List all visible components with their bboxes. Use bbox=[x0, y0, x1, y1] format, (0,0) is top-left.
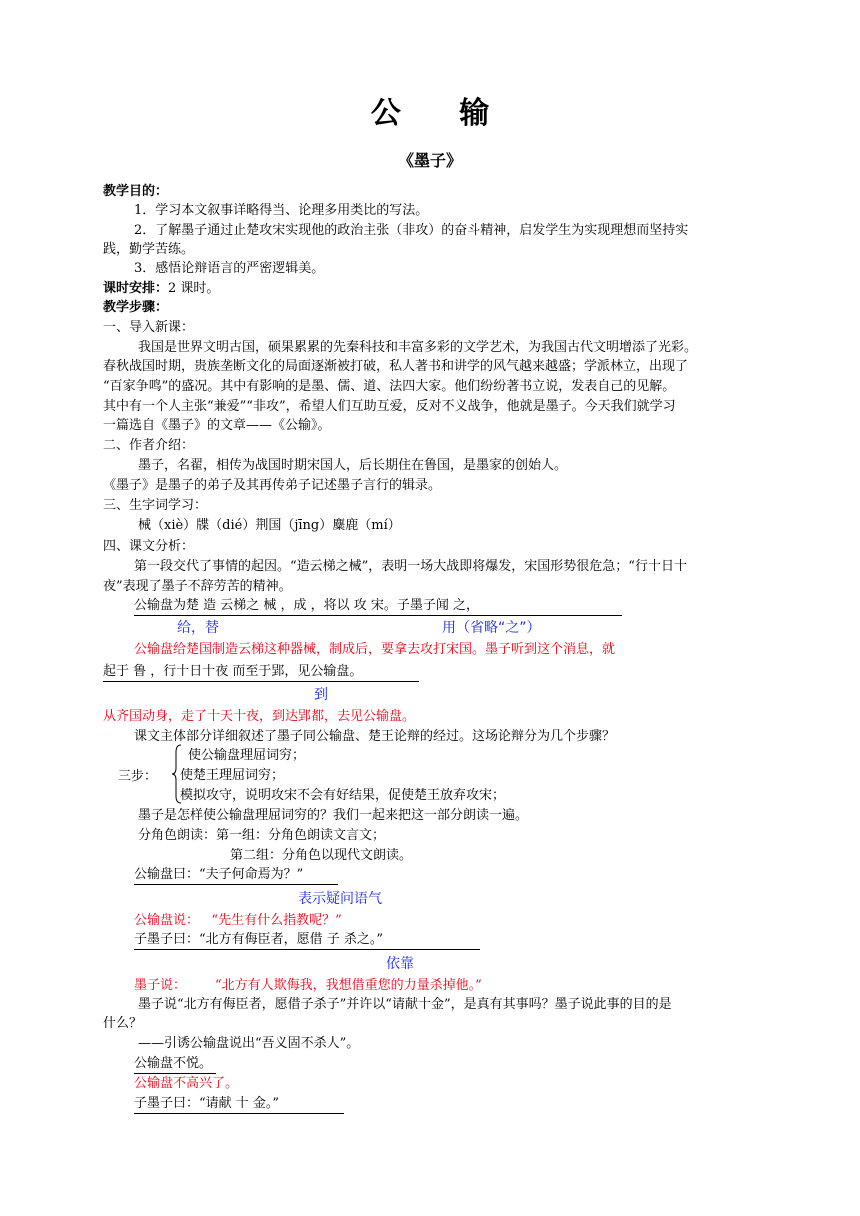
goal-item-2b: 践，勤学苦练。 bbox=[103, 242, 195, 257]
quote-3: 公输盘曰：“夫子何命焉为？” bbox=[134, 865, 338, 885]
section2-line-2: 《墨子》是墨子的弟子及其再传弟子记述墨子言行的辑录。 bbox=[103, 478, 442, 493]
section4-line-2: 夜”表现了墨子不辞劳苦的精神。 bbox=[103, 579, 292, 594]
goals-heading: 教学目的： bbox=[103, 184, 169, 199]
reading-group-1: 分角色朗读：第一组：分角色朗读文言文； bbox=[138, 828, 386, 843]
section4-line-5a: 墨子说“北方有侮臣者，愿借子杀子”并许以“请献十金”，是真有其事吗？墨子说此事的目的是 bbox=[138, 997, 672, 1012]
quote-6: 子墨子曰：“请献 十 金。” bbox=[134, 1094, 344, 1114]
quote-1: 公输盘为楚 造 云梯之 械 ，成 ，将以 攻 宋。子墨子闻 之， bbox=[134, 596, 622, 616]
quote-2: 起于 鲁 ，行十日十夜 而至于郢，见公输盘。 bbox=[103, 662, 419, 682]
step-3: 模拟攻守，说明攻宋不会有好结果，促使楚王放弃攻宋； bbox=[180, 788, 506, 803]
annotation-4: 依靠 bbox=[386, 956, 414, 972]
step-1: 使公输盘理屈词穷； bbox=[188, 748, 306, 763]
page-title: 公 输 bbox=[370, 96, 514, 131]
goal-item-3: 3．感悟论辩语言的严密逻辑美。 bbox=[134, 261, 325, 276]
schedule-line bbox=[103, 279, 219, 298]
page-subtitle: 《墨子》 bbox=[397, 151, 462, 170]
steps-heading: 教学步骤： bbox=[103, 300, 169, 315]
annotation-3: 表示疑问语气 bbox=[298, 891, 382, 907]
step-2: 使楚王理屈词穷； bbox=[180, 768, 285, 783]
reading-group-2: 第二组：分角色以现代文朗读。 bbox=[230, 848, 413, 863]
quote-4: 子墨子曰：“北方有侮臣者，愿借 子 杀之。” bbox=[134, 930, 480, 950]
annotation-1b: 用（省略“之”） bbox=[442, 620, 541, 636]
translation-4 bbox=[134, 976, 482, 995]
section4-line-6: ——引诱公输盘说出“吾义固不杀人”。 bbox=[138, 1036, 360, 1051]
steps-label: 三步： bbox=[118, 769, 158, 784]
section1-line-1: 我国是世界文明古国，硕果累累的先秦科技和丰富多彩的文学艺术，为我国古代文明增添了光彩。 bbox=[138, 340, 698, 355]
goal-item-2a: 2．了解墨子通过止楚攻宋实现他的政治主张（非攻）的奋斗精神，启发学生为实现理想而坚持实 bbox=[134, 223, 689, 238]
section1-line-5: 一篇选自《墨子》的文章——《公输》。 bbox=[103, 418, 331, 433]
translation-3 bbox=[134, 911, 342, 930]
goal-item-1: 1．学习本文叙事详略得当、论理多用类比的写法。 bbox=[134, 203, 429, 218]
section1-line-2: 春秋战国时期，贵族垄断文化的局面逐渐被打破，私人著书和讲学的风气越来越盛；学派林立，出现了 bbox=[103, 359, 689, 374]
section4-line-3: 课文主体部分详细叙述了墨子同公输盘、楚王论辩的经过。这场论辩分为几个步骤？ bbox=[134, 729, 616, 744]
section1-line-3: “百家争鸣”的盛况。其中有影响的是墨、儒、道、法四大家。他们纷纷著书立说，发表自己的见解。 bbox=[103, 379, 676, 394]
quote-5: 公输盘不悦。 bbox=[134, 1054, 216, 1074]
translation-1: 公输盘给楚国制造云梯这种器械，制成后，要拿去攻打宋国。墨子听到这个消息，就 bbox=[134, 642, 616, 657]
translation-4-text: “北方有人欺侮我，我想借重您的力量杀掉他。” bbox=[214, 978, 482, 993]
translation-3-text: “先生有什么指教呢？” bbox=[211, 913, 342, 928]
translation-4-label: 墨子说： bbox=[134, 978, 187, 993]
translation-5: 公输盘不高兴了。 bbox=[134, 1076, 239, 1091]
translation-3-label: 公输盘说： bbox=[134, 913, 200, 928]
schedule-heading: 课时安排： bbox=[103, 281, 169, 296]
section2-heading: 二、作者介绍： bbox=[103, 438, 195, 453]
annotation-1a: 给，替 bbox=[177, 620, 219, 636]
vocab-words: 械（xiè）牒（dié）荆国（jīng）麋鹿（mí） bbox=[138, 518, 401, 533]
section3-heading: 三、生字词学习： bbox=[103, 498, 208, 513]
schedule-value: 2 课时。 bbox=[168, 281, 220, 296]
section1-line-4: 其中有一个人主张“兼爱”“非攻”，希望人们互助互爱，反对不义战争，他就是墨子。今天我们就学习 bbox=[103, 399, 676, 414]
section2-line-1: 墨子，名翟，相传为战国时期宋国人，后长期住在鲁国，是墨家的创始人。 bbox=[138, 458, 568, 473]
section4-line-4: 墨子是怎样使公输盘理屈词穷的？我们一起来把这一部分朗读一遍。 bbox=[138, 808, 529, 823]
section4-line-5b: 什么？ bbox=[103, 1016, 143, 1031]
section1-heading: 一、导入新课： bbox=[103, 320, 195, 335]
annotation-2: 到 bbox=[314, 687, 328, 703]
section4-line-1: 第一段交代了事情的起因。“造云梯之械”，表明一场大战即将爆发，宋国形势很危急；“行十日十 bbox=[134, 559, 687, 574]
translation-2: 从齐国动身，走了十天十夜，到达郢都，去见公输盘。 bbox=[103, 709, 416, 724]
section4-heading: 四、课文分析： bbox=[103, 539, 195, 554]
